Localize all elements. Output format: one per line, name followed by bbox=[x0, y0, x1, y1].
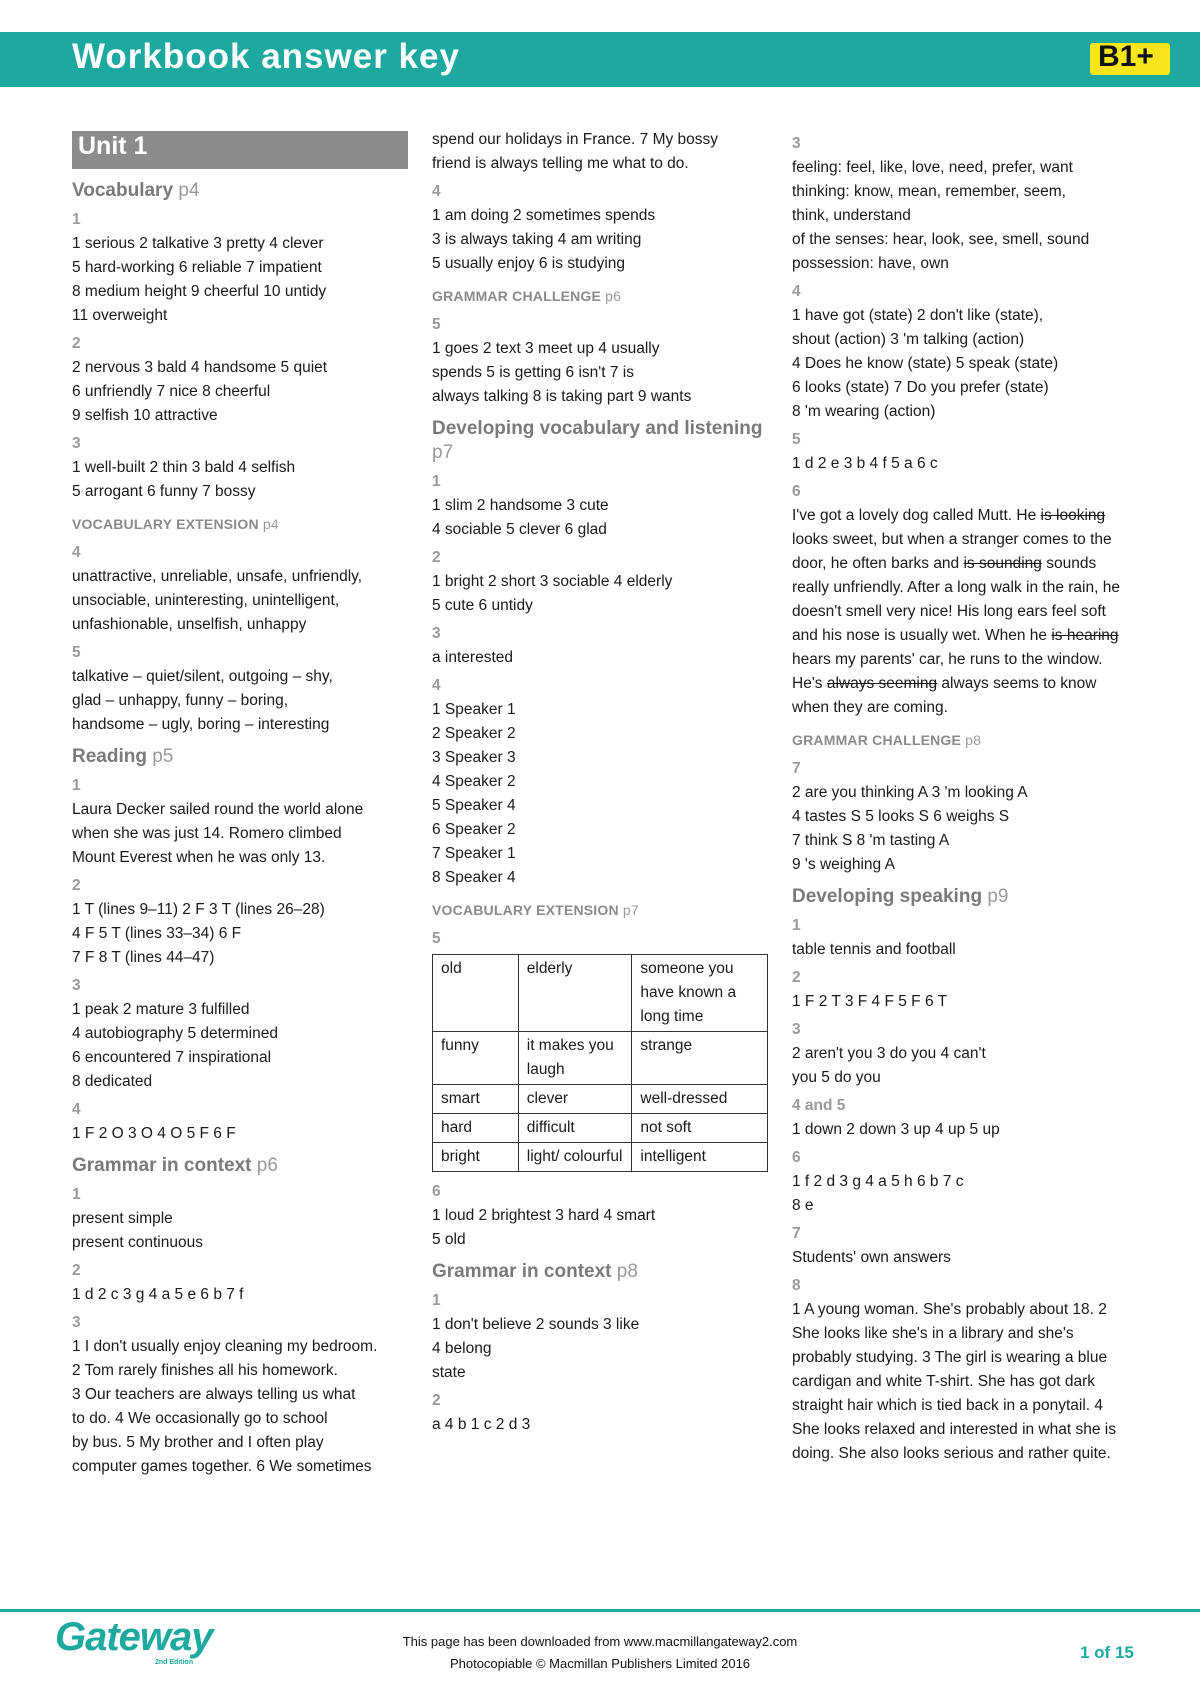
answer-line: 1 down 2 down 3 up 4 up 5 up bbox=[792, 1121, 1000, 1138]
answer-line: 5 Speaker 4 bbox=[432, 797, 516, 814]
table-cell: old bbox=[433, 955, 519, 1032]
exercise-number: 2 bbox=[432, 1392, 441, 1409]
answer-text: looks sweet, but when a stranger comes to the door, he often barks and bbox=[792, 531, 1112, 572]
answer-line: always talking 8 is taking part 9 wants bbox=[432, 388, 692, 405]
heading-label: VOCABULARY EXTENSION bbox=[432, 902, 619, 918]
page-ref: p4 bbox=[178, 180, 200, 201]
level-badge bbox=[1090, 40, 1170, 75]
table-row bbox=[433, 1143, 768, 1172]
answer-line: 8 Speaker 4 bbox=[432, 869, 516, 886]
answer-line: 3 is always taking 4 am writing bbox=[432, 231, 642, 248]
table-cell: light/ colourful bbox=[518, 1143, 632, 1172]
answer-line: 4 Does he know (state) 5 speak (state) bbox=[792, 355, 1059, 372]
answer-line: 3 Our teachers are always telling us what bbox=[72, 1386, 356, 1403]
exercise-number: 1 bbox=[432, 1292, 441, 1309]
exercise-number: 7 bbox=[792, 760, 801, 777]
page-ref: p6 bbox=[256, 1155, 278, 1176]
answer-line: state bbox=[432, 1364, 466, 1381]
page-title: Workbook answer key bbox=[72, 37, 460, 76]
exercise-number: 3 bbox=[792, 135, 801, 152]
answer-line: computer games together. 6 We sometimes bbox=[72, 1458, 372, 1475]
answer-line: to do. 4 We occasionally go to school bbox=[72, 1410, 328, 1427]
answer-line: 6 Speaker 2 bbox=[432, 821, 516, 838]
logo-edition: 2nd Edition bbox=[155, 1659, 194, 1666]
answer-line: present continuous bbox=[72, 1234, 203, 1251]
section-heading bbox=[72, 1154, 408, 1178]
answer-line: 4 belong bbox=[432, 1340, 492, 1357]
table-cell: difficult bbox=[518, 1114, 632, 1143]
answer-line: 5 old bbox=[432, 1231, 466, 1248]
answer-line: unfashionable, unselfish, unhappy bbox=[72, 616, 307, 633]
table-cell: funny bbox=[433, 1032, 519, 1085]
answer-text: always seems to know when they are coming. bbox=[792, 675, 1097, 716]
answer-line: possession: have, own bbox=[792, 255, 949, 272]
exercise-number: 6 bbox=[792, 483, 801, 500]
gateway-logo bbox=[55, 1615, 213, 1666]
answer-line: Students' own answers bbox=[792, 1249, 951, 1266]
answer-line: a 4 b 1 c 2 d 3 bbox=[432, 1416, 531, 1433]
table-cell: it makes you laugh bbox=[518, 1032, 632, 1085]
answer-line: 9 's weighing A bbox=[792, 856, 895, 873]
answer-line: 1 F 2 O 3 O 4 O 5 F 6 F bbox=[72, 1125, 236, 1142]
page-ref: p4 bbox=[262, 516, 279, 532]
answer-line: 4 Speaker 2 bbox=[432, 773, 516, 790]
section-heading bbox=[72, 745, 408, 769]
heading-label: GRAMMAR CHALLENGE bbox=[792, 732, 962, 748]
table-row bbox=[433, 1114, 768, 1143]
heading-label: Grammar in context bbox=[72, 1155, 252, 1176]
vocabulary-table bbox=[432, 954, 768, 1172]
answer-line: 3 Speaker 3 bbox=[432, 749, 516, 766]
struck-text: always seeming bbox=[826, 675, 938, 692]
copyright-note: Photocopiable © Macmillan Publishers Limited 2016 bbox=[449, 1656, 751, 1671]
section-heading bbox=[72, 179, 408, 203]
exercise-number: 1 bbox=[432, 473, 441, 490]
column-3 bbox=[792, 128, 1132, 1466]
answer-line: 1 don't believe 2 sounds 3 like bbox=[432, 1316, 640, 1333]
exercise-number: 1 bbox=[792, 917, 801, 934]
exercise-number: 2 bbox=[72, 335, 81, 352]
table-cell: clever bbox=[518, 1085, 632, 1114]
unit-heading: Unit 1 bbox=[72, 131, 408, 169]
page-number: 1 of 15 bbox=[1080, 1643, 1134, 1662]
page-ref: p8 bbox=[965, 732, 982, 748]
exercise-number: 1 bbox=[72, 1186, 81, 1203]
table-row bbox=[433, 955, 768, 1032]
page-ref: p6 bbox=[605, 288, 622, 304]
page-ref: p5 bbox=[152, 746, 174, 767]
answer-line: 1 loud 2 brightest 3 hard 4 smart bbox=[432, 1207, 656, 1224]
answer-line: 4 tastes S 5 looks S 6 weighs S bbox=[792, 808, 1010, 825]
page-ref: p7 bbox=[622, 902, 639, 918]
level-label: B1+ bbox=[1098, 40, 1154, 73]
answer-line: of the senses: hear, look, see, smell, sound bbox=[792, 231, 1090, 248]
answer-line: 7 think S 8 'm tasting A bbox=[792, 832, 950, 849]
footer-divider bbox=[0, 1609, 1200, 1612]
exercise-number: 2 bbox=[432, 549, 441, 566]
answer-line: 1 f 2 d 3 g 4 a 5 h 6 b 7 c bbox=[792, 1173, 964, 1190]
exercise-number: 3 bbox=[72, 977, 81, 994]
download-note: This page has been downloaded from www.macmillangateway2.com bbox=[402, 1634, 798, 1649]
answer-line: 1 A young woman. She's probably about 18. 2 She looks like she's in a library and she's probably studying. 3 The girl is wearing a blue cardigan and white T-shirt. She has got dark straight hair which is tied back in a ponytail. 4 She looks relaxed and interested in what she is doing. She also looks serious and rather quite. bbox=[792, 1301, 1116, 1462]
exercise-number: 4 bbox=[72, 1101, 81, 1118]
answer-line: table tennis and football bbox=[792, 941, 956, 958]
answer-line: 1 d 2 c 3 g 4 a 5 e 6 b 7 f bbox=[72, 1286, 244, 1303]
answer-line: 11 overweight bbox=[72, 307, 168, 324]
subsection-heading bbox=[792, 728, 1132, 752]
subsection-heading bbox=[432, 284, 768, 308]
section-heading bbox=[432, 1260, 768, 1284]
column-2 bbox=[432, 128, 768, 1437]
logo-text: Gateway bbox=[55, 1615, 213, 1659]
exercise-number: 5 bbox=[432, 316, 441, 333]
answer-line: 1 serious 2 talkative 3 pretty 4 clever bbox=[72, 235, 324, 252]
table-cell: not soft bbox=[632, 1114, 768, 1143]
answer-line: 7 Speaker 1 bbox=[432, 845, 516, 862]
heading-label: Vocabulary bbox=[72, 180, 174, 201]
answer-line: Mount Everest when he was only 13. bbox=[72, 849, 326, 866]
table-cell: strange bbox=[632, 1032, 768, 1085]
answer-line: when she was just 14. Romero climbed bbox=[72, 825, 342, 842]
answer-line: by bus. 5 My brother and I often play bbox=[72, 1434, 324, 1451]
answer-line: 1 have got (state) 2 don't like (state), bbox=[792, 307, 1044, 324]
page-ref: p9 bbox=[987, 886, 1009, 907]
table-cell: intelligent bbox=[632, 1143, 768, 1172]
table-cell: hard bbox=[433, 1114, 519, 1143]
answer-line: 5 hard-working 6 reliable 7 impatient bbox=[72, 259, 322, 276]
answer-line: 1 T (lines 9–11) 2 F 3 T (lines 26–28) bbox=[72, 901, 325, 918]
answer-line: friend is always telling me what to do. bbox=[432, 155, 689, 172]
header-bar bbox=[0, 32, 1200, 87]
struck-text: is sounding bbox=[963, 555, 1042, 572]
table-cell: smart bbox=[433, 1085, 519, 1114]
answer-line: 9 selfish 10 attractive bbox=[72, 407, 218, 424]
table-cell: bright bbox=[433, 1143, 519, 1172]
exercise-number: 4 bbox=[432, 677, 441, 694]
answer-line: shout (action) 3 'm talking (action) bbox=[792, 331, 1025, 348]
answer-line: 1 well-built 2 thin 3 bald 4 selfish bbox=[72, 459, 296, 476]
answer-line: glad – unhappy, funny – boring, bbox=[72, 692, 289, 709]
answer-line: 1 F 2 T 3 F 4 F 5 F 6 T bbox=[792, 993, 948, 1010]
heading-label: GRAMMAR CHALLENGE bbox=[432, 288, 602, 304]
answer-line: 5 arrogant 6 funny 7 bossy bbox=[72, 483, 256, 500]
answer-line: thinking: know, mean, remember, seem, bbox=[792, 183, 1066, 200]
exercise-number: 4 bbox=[792, 283, 801, 300]
exercise-number: 6 bbox=[792, 1149, 801, 1166]
answer-line: 8 'm wearing (action) bbox=[792, 403, 936, 420]
table-row bbox=[433, 1085, 768, 1114]
exercise-number: 7 bbox=[792, 1225, 801, 1242]
exercise-number: 2 bbox=[72, 877, 81, 894]
table-cell: elderly bbox=[518, 955, 632, 1032]
answer-line: you 5 do you bbox=[792, 1069, 881, 1086]
section-heading bbox=[792, 885, 1132, 909]
answer-line: present simple bbox=[72, 1210, 173, 1227]
answer-line: 1 d 2 e 3 b 4 f 5 a 6 c bbox=[792, 455, 938, 472]
answer-line: think, understand bbox=[792, 207, 911, 224]
struck-text: is looking bbox=[1040, 507, 1106, 524]
answer-text: hears my parents' car, he runs to the window. He's bbox=[792, 651, 1103, 692]
answer-line: 1 peak 2 mature 3 fulfilled bbox=[72, 1001, 250, 1018]
exercise-number: 4 bbox=[72, 544, 81, 561]
exercise-number: 6 bbox=[432, 1183, 441, 1200]
exercise-number: 1 bbox=[72, 211, 81, 228]
answer-line: 5 cute 6 untidy bbox=[432, 597, 533, 614]
answer-line: a interested bbox=[432, 649, 513, 666]
answer-line: spend our holidays in France. 7 My bossy bbox=[432, 131, 719, 148]
answer-line: handsome – ugly, boring – interesting bbox=[72, 716, 330, 733]
answer-line: 1 bright 2 short 3 sociable 4 elderly bbox=[432, 573, 673, 590]
answer-line: Laura Decker sailed round the world alone bbox=[72, 801, 364, 818]
answer-line: 2 Tom rarely finishes all his homework. bbox=[72, 1362, 338, 1379]
footer-text bbox=[300, 1631, 900, 1675]
answer-line: unsociable, uninteresting, unintelligent, bbox=[72, 592, 340, 609]
exercise-number: 3 bbox=[432, 625, 441, 642]
answer-line: 1 goes 2 text 3 meet up 4 usually bbox=[432, 340, 660, 357]
answer-line: 2 are you thinking A 3 'm looking A bbox=[792, 784, 1028, 801]
answer-line: 8 dedicated bbox=[72, 1073, 153, 1090]
answer-text: sounds really unfriendly. After a long walk in the rain, he doesn't smell very nice! His long ears feel soft and his nose is usually wet. When he bbox=[792, 555, 1120, 644]
column-1 bbox=[72, 128, 408, 1479]
exercise-number: 8 bbox=[792, 1277, 801, 1294]
exercise-number: 4 bbox=[432, 183, 441, 200]
exercise-number: 1 bbox=[72, 777, 81, 794]
answer-line: talkative – quiet/silent, outgoing – shy, bbox=[72, 668, 333, 685]
column-2-content-top bbox=[432, 128, 768, 951]
column-2-content-bottom bbox=[432, 1180, 768, 1437]
subsection-heading bbox=[72, 512, 408, 536]
heading-label: VOCABULARY EXTENSION bbox=[72, 516, 259, 532]
heading-label: Reading bbox=[72, 746, 147, 767]
answer-line: spends 5 is getting 6 isn't 7 is bbox=[432, 364, 634, 381]
table-row bbox=[433, 1032, 768, 1085]
exercise-number: 3 bbox=[72, 435, 81, 452]
answer-paragraph bbox=[792, 504, 1132, 720]
column-3-content bbox=[792, 132, 1132, 1466]
answer-line: 6 unfriendly 7 nice 8 cheerful bbox=[72, 383, 271, 400]
exercise-number: 2 bbox=[792, 969, 801, 986]
answer-line: 1 I don't usually enjoy cleaning my bedroom. bbox=[72, 1338, 378, 1355]
heading-label: Grammar in context bbox=[432, 1261, 612, 1282]
answer-line: 4 sociable 5 clever 6 glad bbox=[432, 521, 607, 538]
answer-line: 1 slim 2 handsome 3 cute bbox=[432, 497, 609, 514]
answer-line: 1 am doing 2 sometimes spends bbox=[432, 207, 656, 224]
exercise-number: 3 bbox=[792, 1021, 801, 1038]
answer-line: 4 autobiography 5 determined bbox=[72, 1025, 278, 1042]
exercise-number: 5 bbox=[72, 644, 81, 661]
answer-text: I've got a lovely dog called Mutt. He bbox=[792, 507, 1041, 524]
subsection-heading bbox=[432, 898, 768, 922]
exercise-number: 3 bbox=[72, 1314, 81, 1331]
exercise-number: 5 bbox=[792, 431, 801, 448]
heading-label: Developing speaking bbox=[792, 886, 983, 907]
heading-label: Developing vocabulary and listening bbox=[432, 418, 763, 439]
table-cell: well-dressed bbox=[632, 1085, 768, 1114]
answer-line: feeling: feel, like, love, need, prefer, want bbox=[792, 159, 1073, 176]
answer-line: 2 aren't you 3 do you 4 can't bbox=[792, 1045, 986, 1062]
table-cell: someone you have known a long time bbox=[632, 955, 768, 1032]
answer-line: 1 Speaker 1 bbox=[432, 701, 516, 718]
page-ref: p8 bbox=[616, 1261, 638, 1282]
answer-line: 2 Speaker 2 bbox=[432, 725, 516, 742]
section-heading bbox=[432, 417, 768, 465]
column-1-content bbox=[72, 179, 408, 1479]
exercise-number: 5 bbox=[432, 930, 441, 947]
answer-line: 5 usually enjoy 6 is studying bbox=[432, 255, 626, 272]
page-ref: p7 bbox=[432, 442, 454, 463]
answer-line: 4 F 5 T (lines 33–34) 6 F bbox=[72, 925, 242, 942]
exercise-number: 4 and 5 bbox=[792, 1097, 846, 1114]
answer-line: 2 nervous 3 bald 4 handsome 5 quiet bbox=[72, 359, 328, 376]
answer-line: unattractive, unreliable, unsafe, unfriendly, bbox=[72, 568, 363, 585]
answer-line: 8 medium height 9 cheerful 10 untidy bbox=[72, 283, 327, 300]
exercise-number: 2 bbox=[72, 1262, 81, 1279]
answer-line: 6 looks (state) 7 Do you prefer (state) bbox=[792, 379, 1049, 396]
answer-line: 7 F 8 T (lines 44–47) bbox=[72, 949, 215, 966]
answer-line: 6 encountered 7 inspirational bbox=[72, 1049, 272, 1066]
struck-text: is hearing bbox=[1051, 627, 1119, 644]
answer-line: 8 e bbox=[792, 1197, 814, 1214]
